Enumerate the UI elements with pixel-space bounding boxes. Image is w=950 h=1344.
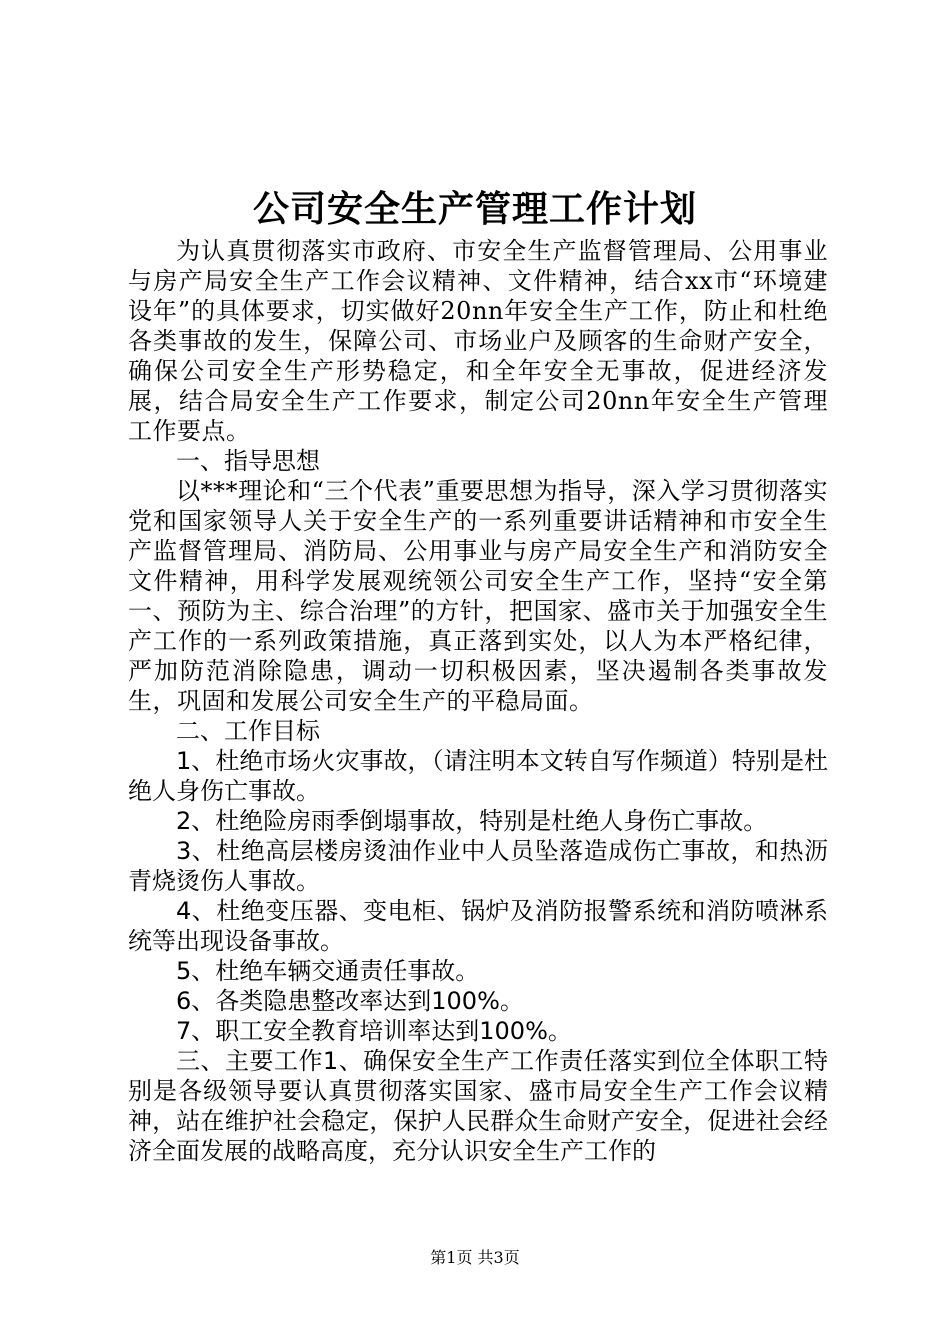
main-work-paragraph: 三、主要工作1、确保安全生产工作责任落实到位全体职工特别是各级领导要认真贯彻落实国家、盛市局安全生产工作会议精神，站在维护社会稳定，保护人民群众生命财产安全，促进社会经济全面发展的战略高度，充分认识安全生产工作的 [128, 1047, 828, 1165]
goal-item: 5、杜绝车辆交通责任事故。 [176, 957, 480, 985]
document-title: 公司安全生产管理工作计划 [252, 189, 697, 230]
intro-paragraph: 为认真贯彻落实市政府、市安全生产监督管理局、公用事业与房产局安全生产工作会议精神、文件精神，结合xx市“环境建设年”的具体要求，切实做好20nn年安全生产工作，防止和杜绝各类事故的发生，保障公司、市场业户及顾客的生命财产安全，确保公司安全生产形势稳定，和全年安全无事故，促进经济发展，结合局安全生产工作要求，制定公司20nn年安全生产管理工作要点。 [128, 237, 828, 445]
section-heading-work-goals: 二、工作目标 [176, 717, 320, 745]
page-footer: 第1页 共3页 [430, 1248, 520, 1267]
goal-item: 1、杜绝市场火灾事故，（请注明本文转自写作频道）特别是杜绝人身伤亡事故。 [128, 747, 828, 805]
goal-item: 4、杜绝变压器、变电柜、锅炉及消防报警系统和消防喷淋系统等出现设备事故。 [128, 897, 828, 955]
section-heading-guiding-thought: 一、指导思想 [176, 447, 320, 475]
goal-item: 6、各类隐患整改率达到100%。 [176, 987, 524, 1015]
goal-item: 2、杜绝险房雨季倒塌事故，特别是杜绝人身伤亡事故。 [176, 807, 768, 835]
guiding-thought-paragraph: 以***理论和“三个代表”重要思想为指导，深入学习贯彻落实党和国家领导人关于安全生产的一系列重要讲话精神和市安全生产监督管理局、消防局、公用事业与房产局安全生产和消防安全文件精神，用科学发展观统领公司安全生产工作，坚持“安全第一、预防为主、综合治理”的方针，把国家、盛市关于加强安全生产工作的一系列政策措施，真正落到实处，以人为本严格纪律，严加防范消除隐患，调动一切积极因素，坚决遏制各类事故发生，巩固和发展公司安全生产的平稳局面。 [128, 477, 828, 715]
document-body [128, 236, 828, 1166]
goal-item: 3、杜绝高层楼房烫油作业中人员坠落造成伤亡事故，和热沥青烧烫伤人事故。 [128, 837, 828, 895]
goal-item: 7、职工安全教育培训率达到100%。 [176, 1017, 572, 1045]
